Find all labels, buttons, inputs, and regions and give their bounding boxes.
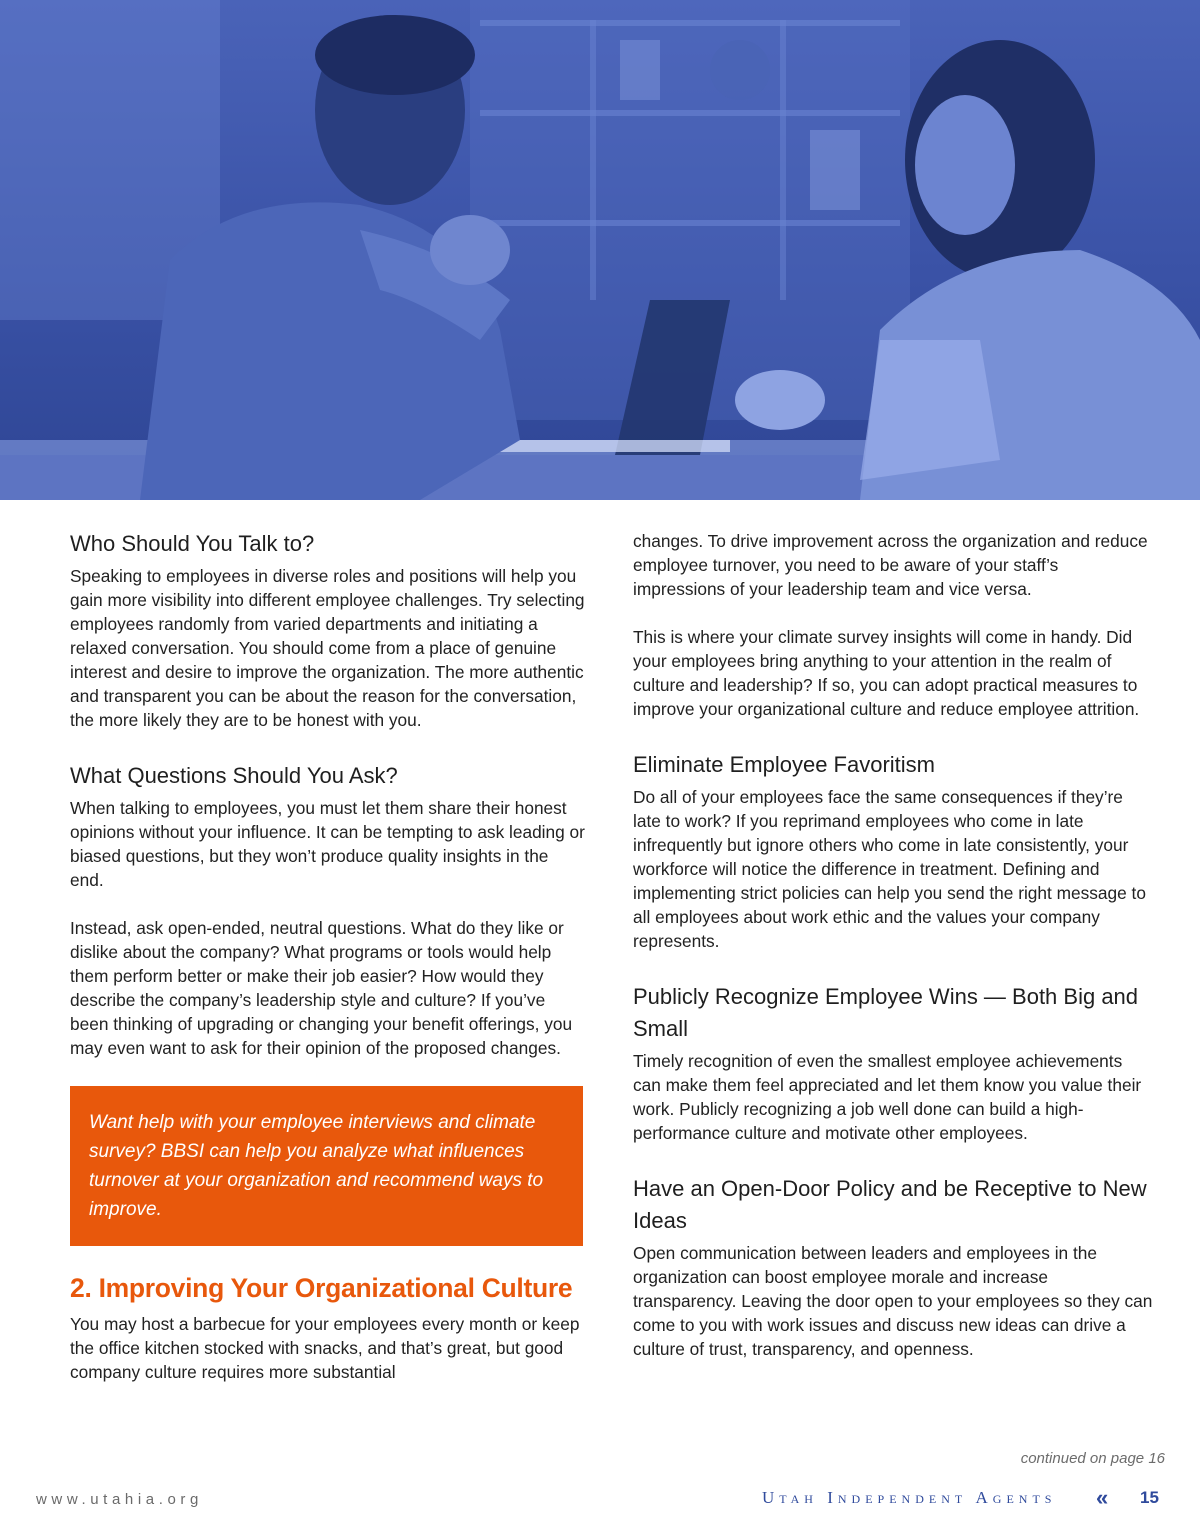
paragraph-changes: changes. To drive improvement across the organization and reduce employee turnover, you need to be aware of your staff’s impressions of your leadership team and vice versa. [633,531,1148,599]
hero-illustration [0,0,1200,500]
heading-what-questions: What Questions Should You Ask? [70,763,398,788]
paragraph-questions-1: When talking to employees, you must let them share their honest opinions without your influence. It can be tempting to ask leading or biased questions, but they won’t produce quality insights in the end. [70,798,585,890]
paragraph-climate-survey: This is where your climate survey insights will come in handy. Did your employees bring anything to your attention in the realm of culture and leadership? If so, you can adopt practical measures to improve your organizational culture and reduce employee attrition. [633,627,1140,719]
callout-text: Want help with your employee interviews and climate survey? BBSI can help you analyze what influences turnover at your organization and recommend ways to improve. [89,1112,544,1220]
footer-website-link[interactable]: www.utahia.org [36,1491,203,1508]
left-column [70,528,585,1384]
continued-note: continued on page 16 [1020,1450,1165,1467]
paragraph-favoritism: Do all of your employees face the same consequences if they’re late to work? If you reprimand employees who come in late infrequently but ignore others who come in late consistently, your workforce will notice the difference in treatment. Defining and implementing strict policies can help you send the right message to all employees about work ethic and the values your company represents. [633,787,1146,951]
right-column [633,529,1153,1361]
paragraph-open-door: Open communication between leaders and employees in the organization can boost employee morale and increase transparency. Leaving the door open to your employees so they can come to you with work issues and discuss new ideas can drive a culture of trust, transparency, and openness. [633,1243,1153,1359]
section-title-improving-culture: 2. Improving Your Organizational Culture [70,1273,573,1303]
paragraph-who: Speaking to employees in diverse roles and positions will help you gain more visibility into different employee challenges. Try selecting employees randomly from varied departments and initiating a relaxed conversation. You should come from a place of genuine interest and desire to improve the organization. The more authentic and transparent you can be about the reason for the conversation, the more likely they are to be honest with you. [70,566,585,730]
paragraph-recognize: Timely recognition of even the smallest employee achievements can make them feel appreciated and let them know you value their work. Publicly recognizing a job well done can build a high-performance culture and motivate other employees. [633,1051,1142,1143]
double-chevron-left-icon: « [1096,1485,1109,1510]
footer-magazine-name: Utah Independent Agents [762,1488,1057,1507]
heading-open-door: Have an Open-Door Policy and be Receptive to New Ideas [633,1176,1147,1233]
heading-who-should-you-talk-to: Who Should You Talk to? [70,531,315,556]
heading-recognize-wins: Publicly Recognize Employee Wins — Both Big and Small [633,984,1139,1041]
paragraph-section-intro: You may host a barbecue for your employees every month or keep the office kitchen stocked with snacks, and that’s great, but good company culture requires more substantial [70,1314,580,1382]
hero-photo [0,0,1200,500]
heading-eliminate-favoritism: Eliminate Employee Favoritism [633,752,935,777]
paragraph-questions-2: Instead, ask open-ended, neutral questions. What do they like or dislike about the company? What programs or tools would help them perform better or make their job easier? How would they describe the company’s leadership style and culture? If you’ve been thinking of upgrading or changing your benefit offerings, you may even want to ask for their opinion of the proposed changes. [70,918,573,1058]
callout-box [70,1086,583,1246]
page-number: 15 [1140,1488,1159,1507]
